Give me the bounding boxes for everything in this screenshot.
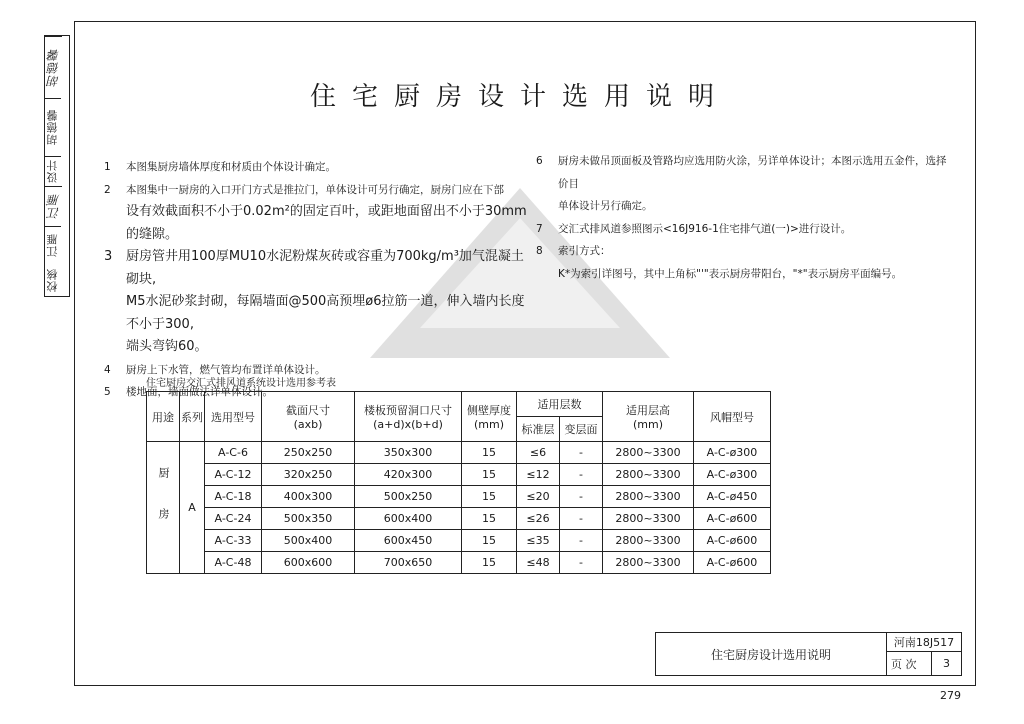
section-cell: 250x250 (262, 442, 355, 464)
floor-variant-cell: - (560, 552, 603, 574)
signature-slot: 江雁 (45, 186, 62, 226)
hole-cell: 600x400 (355, 508, 462, 530)
note-line: 端头弯钩60。 (126, 339, 208, 354)
cap-cell: A-C-ø450 (694, 486, 771, 508)
header-series: 系列 (180, 392, 205, 442)
floor-variant-cell: - (560, 464, 603, 486)
thickness-cell: 15 (462, 442, 517, 464)
cap-cell: A-C-ø600 (694, 552, 771, 574)
thickness-cell: 15 (462, 464, 517, 486)
hole-cell: 700x650 (355, 552, 462, 574)
notes-left (104, 156, 534, 404)
height-cell: 2800~3300 (603, 464, 694, 486)
section-cell: 600x600 (262, 552, 355, 574)
model-cell: A-C-33 (205, 530, 262, 552)
header-floor-std: 标准层 (517, 417, 560, 442)
section-cell: 400x300 (262, 486, 355, 508)
cap-cell: A-C-ø600 (694, 508, 771, 530)
header-section: 截面尺寸 (axb) (262, 392, 355, 442)
note-item: 8 索引方式： (536, 245, 611, 257)
approval-label: 设计 (45, 156, 61, 186)
table-row (147, 442, 771, 464)
floor-variant-cell: - (560, 486, 603, 508)
floor-variant-cell: - (560, 442, 603, 464)
page-label: 页 次 (887, 652, 932, 676)
hole-cell: 600x450 (355, 530, 462, 552)
floor-std-cell: ≤26 (517, 508, 560, 530)
model-cell: A-C-18 (205, 486, 262, 508)
page-title: 住宅厨房设计选用说明 (310, 82, 731, 112)
section-cell: 320x250 (262, 464, 355, 486)
floor-variant-cell: - (560, 530, 603, 552)
header-use: 用途 (147, 392, 180, 442)
selection-table (146, 391, 771, 574)
model-cell: A-C-24 (205, 508, 262, 530)
section-cell: 500x400 (262, 530, 355, 552)
note-item: 2 本图集中一厨房的入口开门方式是推拉门，单体设计可另行确定，厨房门应在下部 (104, 183, 504, 196)
thickness-cell: 15 (462, 552, 517, 574)
thickness-cell: 15 (462, 530, 517, 552)
approval-label: 江雁 (45, 226, 61, 264)
table-caption: 住宅厨房交汇式排风道系统设计选用参考表 (146, 378, 336, 389)
hole-cell: 350x300 (355, 442, 462, 464)
height-cell: 2800~3300 (603, 486, 694, 508)
hole-cell: 500x250 (355, 486, 462, 508)
table-row (147, 464, 771, 486)
header-cap: 风帽型号 (694, 392, 771, 442)
header-floor-variant: 变层面 (560, 417, 603, 442)
cap-cell: A-C-ø300 (694, 464, 771, 486)
model-cell: A-C-6 (205, 442, 262, 464)
floor-std-cell: ≤35 (517, 530, 560, 552)
floor-std-cell: ≤6 (517, 442, 560, 464)
note-line: 单体设计另行确定。 (558, 200, 653, 212)
floor-std-cell: ≤20 (517, 486, 560, 508)
model-cell: A-C-48 (205, 552, 262, 574)
header-model: 选用型号 (205, 392, 262, 442)
note-item: 1 本图集厨房墙体厚度和材质由个体设计确定。 (104, 161, 336, 173)
approval-strip (44, 35, 70, 297)
thickness-cell: 15 (462, 486, 517, 508)
floor-std-cell: ≤12 (517, 464, 560, 486)
note-item: 6 厨房未做吊顶面板及管路均应选用防火涂，另详单体设计；本图示选用五金件，选择价目 (536, 155, 947, 190)
note-item: 4 厨房上下水管，燃气管均布置详单体设计。 (104, 363, 326, 376)
approval-label: 胡德馨 (45, 98, 61, 156)
page-number: 279 (940, 689, 961, 702)
approval-label: 校核 (46, 268, 59, 292)
signature-slot: 胡德馨 (45, 36, 62, 98)
header-thickness: 侧壁厚度 (mm) (462, 392, 517, 442)
atlas-number: 河南18J517 (887, 633, 962, 652)
note-line: K*为索引详图号，其中上角标"'"表示厨房带阳台，"*"表示厨房平面编号。 (558, 267, 903, 280)
note-item: 7 交汇式排风道参照图示<16J916-1住宅排气道(一)>进行设计。 (536, 222, 852, 235)
header-height: 适用层高 (mm) (603, 392, 694, 442)
note-line: M5水泥砂浆封砌，每隔墙面@500高预埋ø6拉筋一道，伸入墙内长度不小于300, (126, 294, 525, 332)
note-item: 3 厨房管井用100厚MU10水泥粉煤灰砖或容重为700kg/m³加气混凝土砌块, (104, 249, 524, 287)
height-cell: 2800~3300 (603, 442, 694, 464)
table-row (147, 508, 771, 530)
note-item: 5 楼地面，墙面做法详单体设计。 (104, 386, 273, 398)
header-hole: 楼板预留洞口尺寸 (a+d)x(b+d) (355, 392, 462, 442)
note-line: 设有效截面积不小于0.02m²的固定百叶，或距地面留出不小于30mm的缝隙。 (126, 204, 527, 242)
height-cell: 2800~3300 (603, 530, 694, 552)
title-block-name: 住宅厨房设计选用说明 (656, 633, 887, 676)
header-floors: 适用层数 (517, 392, 603, 417)
hole-cell: 420x300 (355, 464, 462, 486)
model-cell: A-C-12 (205, 464, 262, 486)
title-block (655, 632, 962, 676)
floor-std-cell: ≤48 (517, 552, 560, 574)
table-row (147, 530, 771, 552)
table-row (147, 552, 771, 574)
section-cell: 500x350 (262, 508, 355, 530)
notes-right (536, 150, 956, 285)
table-row (147, 486, 771, 508)
height-cell: 2800~3300 (603, 508, 694, 530)
cap-cell: A-C-ø600 (694, 530, 771, 552)
cap-cell: A-C-ø300 (694, 442, 771, 464)
page-value: 3 (932, 652, 962, 676)
floor-variant-cell: - (560, 508, 603, 530)
series-cell: A (180, 442, 205, 574)
use-cell: 厨房 (147, 442, 180, 574)
thickness-cell: 15 (462, 508, 517, 530)
height-cell: 2800~3300 (603, 552, 694, 574)
